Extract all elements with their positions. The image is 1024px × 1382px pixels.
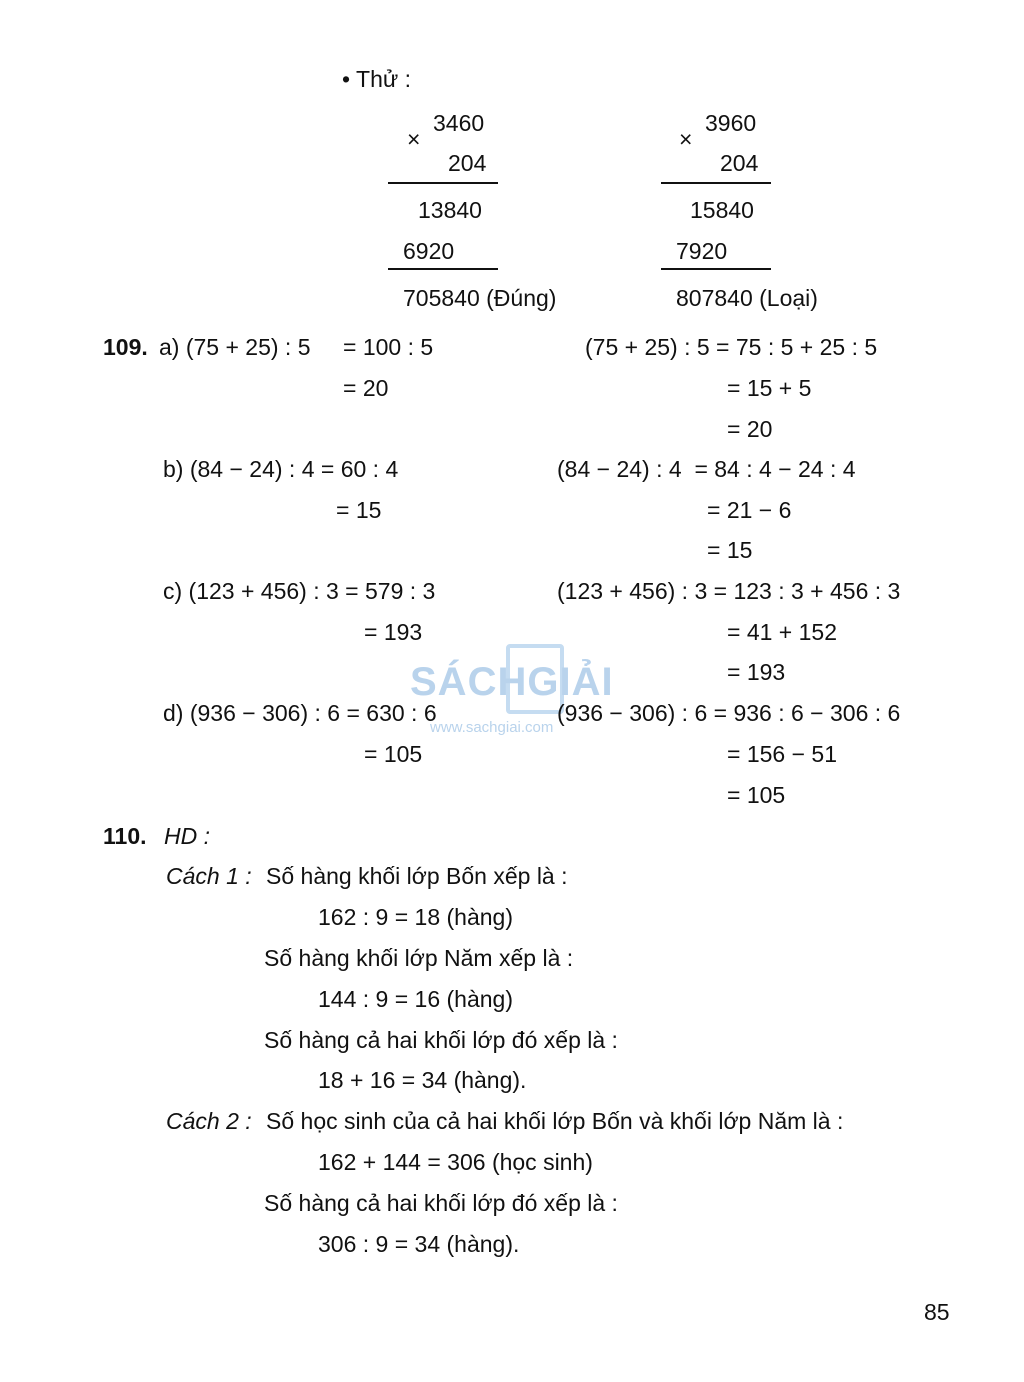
left-times-sign: × [407,126,421,152]
ex109-d-right-3: = 105 [727,782,786,808]
left-rule-1 [388,182,498,184]
right-partial-2: 7920 [676,238,728,264]
left-partial-2: 6920 [403,238,455,264]
left-rule-2 [388,268,498,270]
cach2-line-4: 306 : 9 = 34 (hàng). [318,1231,520,1257]
ex109-b-right-3: = 15 [707,537,753,563]
right-result: 807840 (Loại) [676,285,818,311]
cach1-line-2: 162 : 9 = 18 (hàng) [318,904,514,930]
cach2-line-3: Số hàng cả hai khối lớp đó xếp là : [264,1190,618,1216]
ex109-c-right-2: = 41 + 152 [727,619,837,645]
watermark-brand: SÁCHGIẢI [410,660,614,704]
ex109-b-right-1: (84 − 24) : 4 = 84 : 4 − 24 : 4 [557,456,856,482]
left-multiplicand: 3460 [433,110,485,136]
watermark-logo-frame [506,644,564,714]
check-label: • Thử : [342,66,412,92]
left-multiplier: 204 [448,150,487,176]
ex109-c-left-2: = 193 [364,619,423,645]
ex109-c-right-3: = 193 [727,659,786,685]
ex109-number: 109. [103,334,148,360]
cach1-line-6: 18 + 16 = 34 (hàng). [318,1067,527,1093]
cach1-line-3: Số hàng khối lớp Năm xếp là : [264,945,574,971]
cach1-line-4: 144 : 9 = 16 (hàng) [318,986,514,1012]
ex109-a-right-1: (75 + 25) : 5 = 75 : 5 + 25 : 5 [585,334,878,360]
ex109-b-right-2: = 21 − 6 [707,497,792,523]
right-multiplicand: 3960 [705,110,757,136]
ex110-number: 110. [103,823,147,849]
ex109-c-right-1: (123 + 456) : 3 = 123 : 3 + 456 : 3 [557,578,901,604]
right-times-sign: × [679,126,693,152]
ex109-a-left-1b: = 100 : 5 [343,334,434,360]
ex109-d-right-2: = 156 − 51 [727,741,837,767]
cach1-line-5: Số hàng cả hai khối lớp đó xếp là : [264,1027,618,1053]
page-number: 85 [924,1299,950,1325]
ex109-a-right-3: = 20 [727,416,773,442]
right-rule-1 [661,182,771,184]
ex109-d-left-1: d) (936 − 306) : 6 = 630 : 6 [163,700,437,726]
right-partial-1: 15840 [690,197,754,223]
right-multiplier: 204 [720,150,759,176]
ex109-d-left-2: = 105 [364,741,423,767]
cach1-line-1: Số hàng khối lớp Bốn xếp là : [266,863,568,889]
ex110-hd: HD : [164,823,210,849]
cach2-label: Cách 2 : [166,1108,252,1134]
left-result: 705840 (Đúng) [403,285,557,311]
ex109-a-left-2: = 20 [343,375,389,401]
watermark-url: www.sachgiai.com [430,719,554,736]
cach2-line-1: Số học sinh của cả hai khối lớp Bốn và khối lớp Năm là : [266,1108,844,1134]
ex109-c-left-1: c) (123 + 456) : 3 = 579 : 3 [163,578,436,604]
right-rule-2 [661,268,771,270]
ex109-b-left-2: = 15 [336,497,382,523]
left-partial-1: 13840 [418,197,482,223]
ex109-b-left-1: b) (84 − 24) : 4 = 60 : 4 [163,456,399,482]
ex109-a-left-1: a) (75 + 25) : 5 [159,334,311,360]
ex109-a-right-2: = 15 + 5 [727,375,812,401]
ex109-d-right-1: (936 − 306) : 6 = 936 : 6 − 306 : 6 [557,700,901,726]
cach2-line-2: 162 + 144 = 306 (học sinh) [318,1149,593,1175]
cach1-label: Cách 1 : [166,863,252,889]
